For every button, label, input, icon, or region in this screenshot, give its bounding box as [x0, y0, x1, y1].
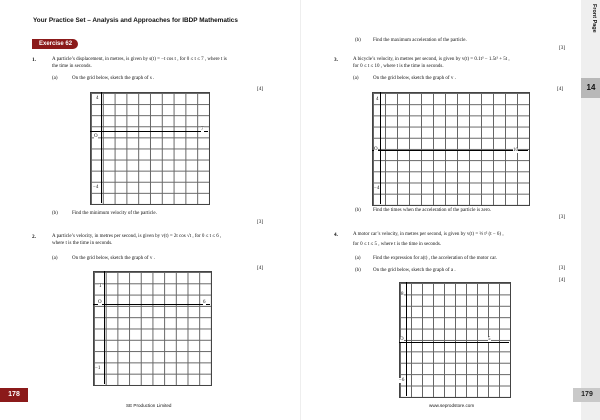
question-text-line: for 0 ≤ t ≤ 5 , where t is the time in seconds.: [353, 241, 442, 247]
question-text: [353, 232, 578, 248]
answer-grid[interactable]: [90, 92, 210, 205]
question-text-line: for 0 ≤ t ≤ 10 , where t is the time in seconds.: [353, 63, 444, 69]
marks: [4]: [257, 265, 264, 271]
y-tick-min: −4: [93, 185, 99, 190]
y-tick-max: 1: [99, 284, 102, 289]
right-page: [300, 0, 600, 420]
question-text-line: where t is the time in seconds.: [52, 240, 113, 246]
exercise-badge: Exercise 62: [32, 39, 78, 49]
footer: www.seprodstore.com: [429, 403, 475, 408]
x-axis: [90, 131, 208, 132]
part-label: (a): [355, 256, 361, 261]
part-label: (a): [52, 256, 58, 261]
answer-grid[interactable]: [399, 282, 511, 398]
part-text: On the grid below, sketch the graph of v .: [373, 76, 456, 81]
marks: [3]: [559, 45, 566, 51]
x-axis: [399, 342, 509, 343]
marks: [4]: [557, 86, 564, 92]
question-text-line: A particle’s velocity, in metres per second, is given by v(t) = 2t cos √t , for 0 ≤ t ≤ 6 ,: [52, 234, 222, 239]
part-text: Find the expression for a(t) , the acceleration of the motor car.: [373, 256, 497, 261]
marks: [3]: [559, 214, 566, 220]
y-tick-max: 8: [401, 292, 404, 297]
marks: [3]: [257, 219, 264, 225]
footer: SE Production Limited: [126, 403, 172, 408]
part-text: On the grid below, sketch the graph of s .: [72, 76, 155, 81]
answer-grid[interactable]: [372, 92, 530, 206]
y-tick-min: −4: [374, 186, 380, 191]
answer-grid[interactable]: [93, 271, 212, 386]
y-tick-min: −6: [399, 378, 405, 383]
part-text: Find the minimum velocity of the particle.: [72, 211, 157, 216]
part-label: (b): [355, 38, 361, 43]
part-label: (b): [355, 268, 361, 273]
page-number: 178: [0, 388, 28, 402]
side-tab: [581, 0, 600, 420]
question-text: [52, 57, 282, 70]
y-tick-max: 4: [376, 97, 379, 102]
x-tick-max: 6: [203, 300, 206, 305]
origin-label: O: [98, 300, 102, 305]
question-number: 4.: [334, 232, 338, 238]
question-number: 1.: [32, 57, 36, 63]
origin-label: O: [94, 134, 98, 139]
question-number: 2.: [32, 234, 36, 240]
part-label: (a): [353, 76, 359, 81]
origin-label: O: [374, 147, 378, 152]
x-tick-max: 10: [513, 148, 518, 153]
question-text-line: A particle’s displacement, in metres, is given by s(t) = −t cos t , for 0 ≤ t ≤ 7 , where t is: [52, 57, 227, 62]
x-axis: [93, 304, 210, 305]
part-label: (b): [355, 208, 361, 213]
y-axis: [101, 92, 102, 203]
part-label: (a): [52, 76, 58, 81]
question-text-line: the time in seconds.: [52, 63, 92, 69]
y-axis: [380, 92, 381, 204]
x-tick-max: 7: [201, 127, 204, 132]
y-axis: [104, 271, 105, 384]
y-axis: [406, 282, 407, 396]
marks: [4]: [257, 86, 264, 92]
y-tick-max: 4: [96, 96, 99, 101]
y-tick-min: −1: [95, 366, 101, 371]
part-label: (b): [52, 211, 58, 216]
side-tab-label: Front Page: [591, 4, 597, 33]
x-tick-max: 5: [488, 337, 491, 342]
marks: [4]: [559, 277, 566, 283]
chapter-tab[interactable]: 14: [581, 78, 600, 98]
book-title: Your Practice Set – Analysis and Approaches for IBDP Mathematics: [33, 17, 238, 24]
question-number: 3.: [334, 57, 338, 63]
question-text-line: A motor car’s velocity, in metres per second, is given by v(t) = ⅓ t² (t − 6) ,: [353, 232, 504, 237]
part-text: Find the times when the acceleration of the particle is zero.: [373, 208, 492, 213]
page-number: 179: [573, 388, 600, 402]
x-axis: [372, 150, 528, 151]
question-text: [353, 57, 578, 70]
origin-label: O: [400, 337, 404, 342]
part-text: On the grid below, sketch the graph of a .: [373, 268, 456, 273]
question-text-line: A bicycle’s velocity, in metres per second, is given by v(t) = 0.1t³ − 1.5t² + 5t ,: [353, 57, 510, 62]
part-text: Find the maximum acceleration of the particle.: [373, 38, 467, 43]
question-text: [52, 234, 282, 247]
marks: [3]: [559, 265, 566, 271]
part-text: On the grid below, sketch the graph of v .: [72, 256, 155, 261]
